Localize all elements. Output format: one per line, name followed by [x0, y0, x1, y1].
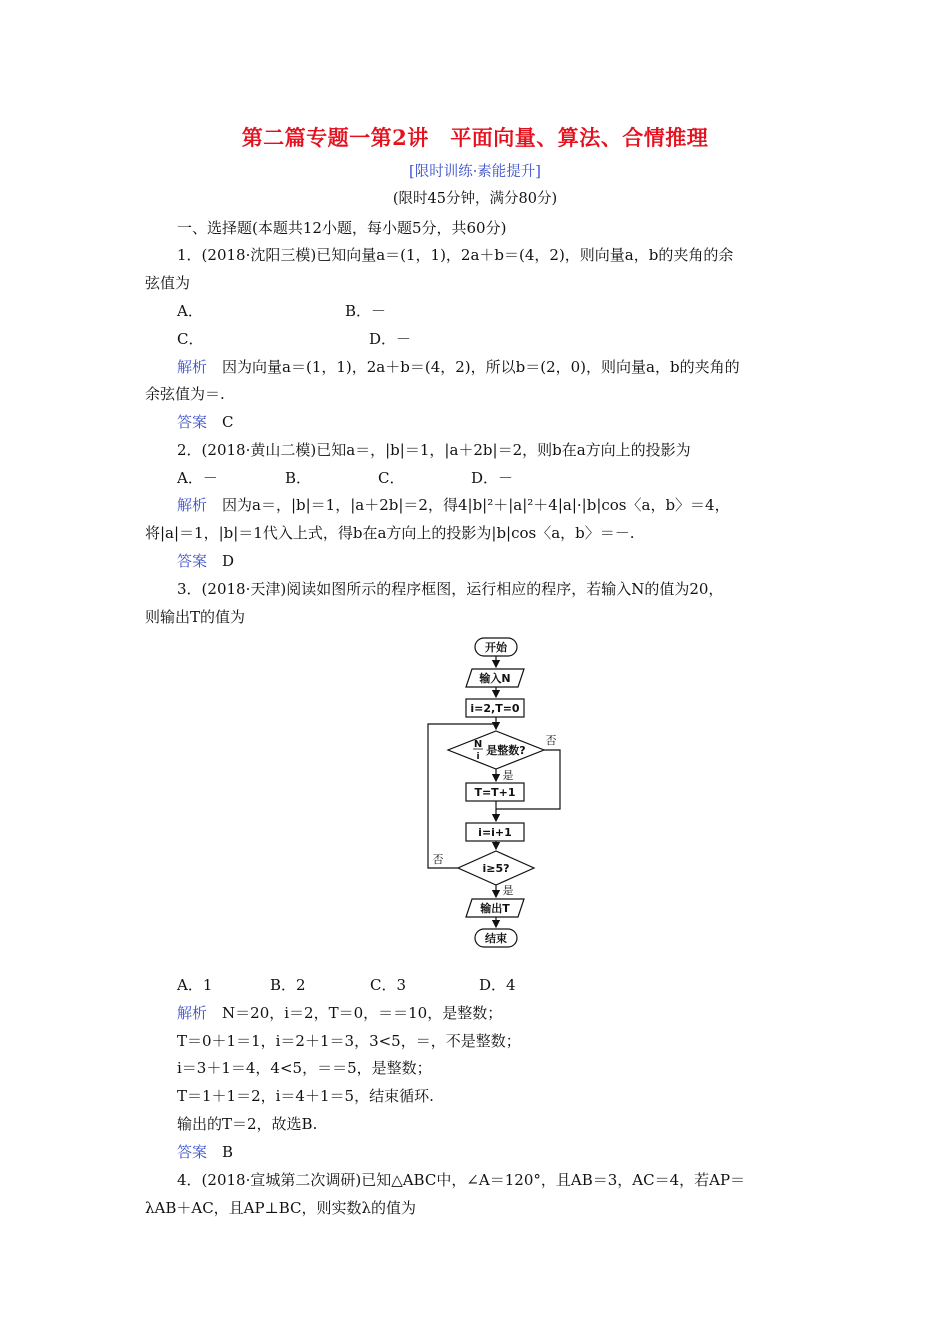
page-subtitle: [限时训练·素能提升] [409, 164, 541, 180]
q3-option-c: C．3 [370, 976, 407, 994]
q2-analysis-text1: 因为a＝，|b|＝1，|a＋2b|＝2，得4|b|²＋|a|²＋4|a|·|b|cos〈a，b〉＝4， [222, 496, 730, 514]
q2-option-c: C． [378, 469, 405, 487]
q1-option-b: B．－ [345, 302, 387, 320]
flow-yes1-label: 是 [502, 769, 514, 782]
q2-analysis-line1 [177, 494, 730, 515]
q3-option-b: B．2 [270, 976, 306, 994]
q2-stem-line1: 2．(2018·黄山二模)已知a＝，|b|＝1，|a＋2b|＝2，则b在a方向上的投影为 [177, 441, 691, 459]
flow-no2-label: 否 [432, 853, 444, 866]
flow-output-label: 输出T [480, 902, 510, 915]
q1-analysis-line1 [177, 356, 740, 377]
q3-analysis-line2: T＝0＋1＝1，i＝2＋1＝3，3<5，＝，不是整数； [177, 1032, 521, 1050]
program-flowchart [420, 634, 580, 954]
q1-answer [177, 411, 234, 432]
q3-answer-value: B [222, 1143, 234, 1161]
flow-start-label: 开始 [485, 641, 507, 654]
q2-analysis-line2: 将|a|＝1，|b|＝1代入上式，得b在a方向上的投影为|b|cos〈a，b〉＝－. [145, 524, 635, 542]
flow-no1-label: 否 [545, 734, 557, 747]
flow-cond1-text: 是整数? [486, 744, 526, 757]
flow-yes2-label: 是 [502, 884, 514, 897]
q1-option-a: A． [177, 302, 203, 320]
flow-cond1-num: N [473, 739, 483, 750]
flow-inci-label: i=i+1 [478, 826, 512, 839]
flow-init-label: i=2,T=0 [470, 702, 520, 715]
q3-analysis-label: 解析 [177, 1004, 208, 1022]
q3-stem-line2: 则输出T的值为 [145, 608, 246, 626]
page-title: 第二篇专题一第2讲 平面向量、算法、合情推理 [241, 125, 709, 150]
q2-answer-label: 答案 [177, 552, 208, 570]
q2-option-a: A．－ [177, 469, 218, 487]
time-limit: (限时45分钟，满分80分) [392, 191, 558, 207]
q2-answer-value: D [222, 552, 235, 570]
flow-input-label: 输入N [479, 672, 511, 685]
q2-analysis-label: 解析 [177, 496, 208, 514]
q1-analysis-label: 解析 [177, 358, 208, 376]
q3-analysis-line3: i＝3＋1＝4，4<5，＝＝5，是整数； [177, 1059, 432, 1077]
q3-answer [177, 1141, 233, 1162]
q4-stem-line2: λAB＋AC，且AP⊥BC，则实数λ的值为 [145, 1199, 416, 1217]
flow-cond1-den: i [476, 752, 480, 762]
q3-option-a: A．1 [177, 976, 213, 994]
q3-option-d: D．4 [479, 976, 516, 994]
q3-analysis-line1 [177, 1002, 502, 1023]
q3-analysis-line4: T＝1＋1＝2，i＝4＋1＝5，结束循环. [177, 1087, 434, 1105]
q1-stem-line1: 1．(2018·沈阳三模)已知向量a＝(1，1)，2a＋b＝(4，2)，则向量a，b的夹角的余 [177, 246, 734, 264]
q1-option-d: D．－ [369, 330, 412, 348]
q1-analysis-text1: 因为向量a＝(1，1)，2a＋b＝(4，2)，所以b＝(2，0)，则向量a，b的夹角的 [222, 358, 740, 376]
flow-cond2-label: i≥5? [482, 862, 510, 875]
q1-option-c: C． [177, 330, 204, 348]
q4-stem-line1: 4．(2018·宣城第二次调研)已知△ABC中，∠A＝120°，且AB＝3，AC＝4，若AP＝ [177, 1171, 746, 1189]
q3-analysis-line5: 输出的T＝2，故选B. [177, 1115, 318, 1133]
flow-inct-label: T=T+1 [474, 786, 516, 799]
section-heading: 一、选择题(本题共12小题，每小题5分，共60分) [177, 219, 507, 237]
q1-analysis-line2: 余弦值为＝. [145, 385, 225, 403]
q1-answer-label: 答案 [177, 413, 208, 431]
q2-option-b: B． [285, 469, 312, 487]
q1-stem-line2: 弦值为 [145, 274, 191, 292]
q3-answer-label: 答案 [177, 1143, 208, 1161]
q1-answer-value: C [222, 413, 234, 431]
q2-answer [177, 550, 234, 571]
q3-analysis-text1: N＝20，i＝2，T＝0，＝＝10，是整数； [222, 1004, 503, 1022]
q3-stem-line1: 3．(2018·天津)阅读如图所示的程序框图，运行相应的程序，若输入N的值为20， [177, 580, 724, 598]
q2-option-d: D．－ [471, 469, 514, 487]
flow-end-label: 结束 [485, 932, 507, 945]
